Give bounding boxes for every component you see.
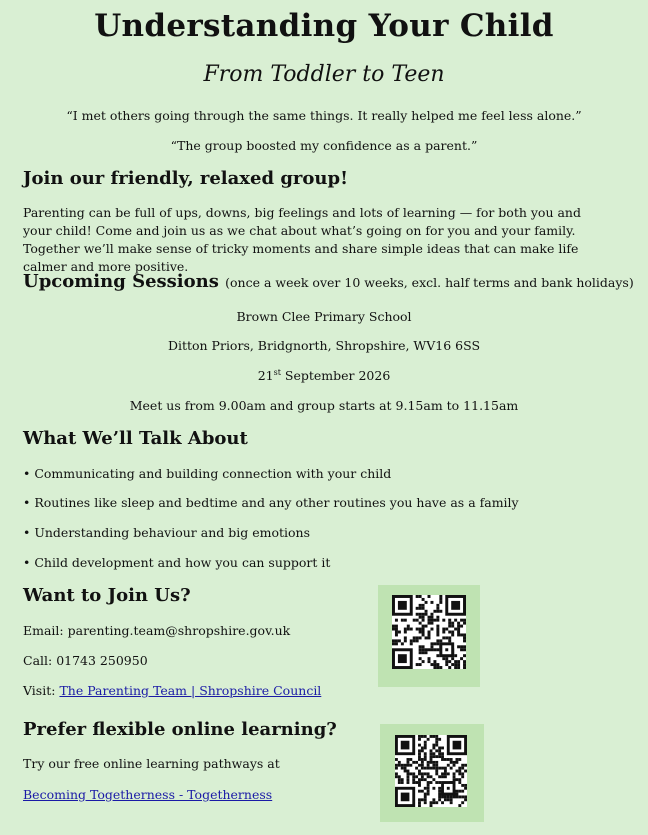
qr-code-icon	[395, 735, 467, 807]
sessions-heading-row	[23, 271, 634, 292]
session-date-suffix: st	[273, 368, 281, 377]
qr-code-contact[interactable]	[378, 585, 480, 687]
topic-item: • Understanding behaviour and big emotions	[23, 525, 310, 540]
join-heading: Join our friendly, relaxed group!	[23, 168, 348, 189]
sessions-note: (once a week over 10 weeks, excl. half terms and bank holidays)	[225, 275, 634, 290]
sessions-heading: Upcoming Sessions	[23, 271, 219, 292]
online-heading: Prefer flexible online learning?	[23, 719, 337, 740]
visit-label: Visit:	[23, 683, 60, 698]
topic-item: • Child development and how you can support it	[23, 555, 331, 570]
online-text: Try our free online learning pathways at	[23, 756, 280, 771]
togetherness-link[interactable]: Becoming Togetherness - Togetherness	[23, 787, 273, 802]
session-date-day: 21	[257, 368, 274, 384]
contact-visit	[23, 683, 321, 698]
testimonial-quote: “The group boosted my confidence as a parent.”	[170, 138, 478, 153]
topics-heading: What We’ll Talk About	[23, 428, 248, 449]
session-time: Meet us from 9.00am and group starts at 9.15am to 11.15am	[129, 398, 519, 413]
join-paragraph: Parenting can be full of ups, downs, big feelings and lots of learning — for both you and your child! Come and join us as we chat about what’s going on for you and your family. Together we’ll make sense of tricky moments and share simple ideas that can make life calmer and more positive.	[23, 205, 581, 274]
online-link-row	[23, 787, 272, 802]
qr-code-icon	[392, 595, 466, 669]
parenting-team-link[interactable]: The Parenting Team | Shropshire Council	[59, 683, 322, 698]
testimonial-quote: “I met others going through the same things. It really helped me feel less alone.”	[66, 108, 582, 123]
page-subtitle: From Toddler to Teen	[203, 62, 445, 87]
topic-item: • Routines like sleep and bedtime and any other routines you have as a family	[23, 495, 519, 510]
topic-item: • Communicating and building connection with your child	[23, 466, 392, 481]
session-date	[0, 368, 648, 383]
contact-email: Email: parenting.team@shropshire.gov.uk	[23, 623, 291, 638]
session-venue: Brown Clee Primary School	[236, 309, 412, 324]
session-address: Ditton Priors, Bridgnorth, Shropshire, WV16 6SS	[167, 338, 481, 353]
contact-phone: Call: 01743 250950	[23, 653, 148, 668]
qr-code-online[interactable]	[380, 724, 484, 822]
page-title: Understanding Your Child	[94, 8, 554, 44]
contact-heading: Want to Join Us?	[23, 585, 191, 606]
session-date-rest: September 2026	[280, 368, 391, 384]
